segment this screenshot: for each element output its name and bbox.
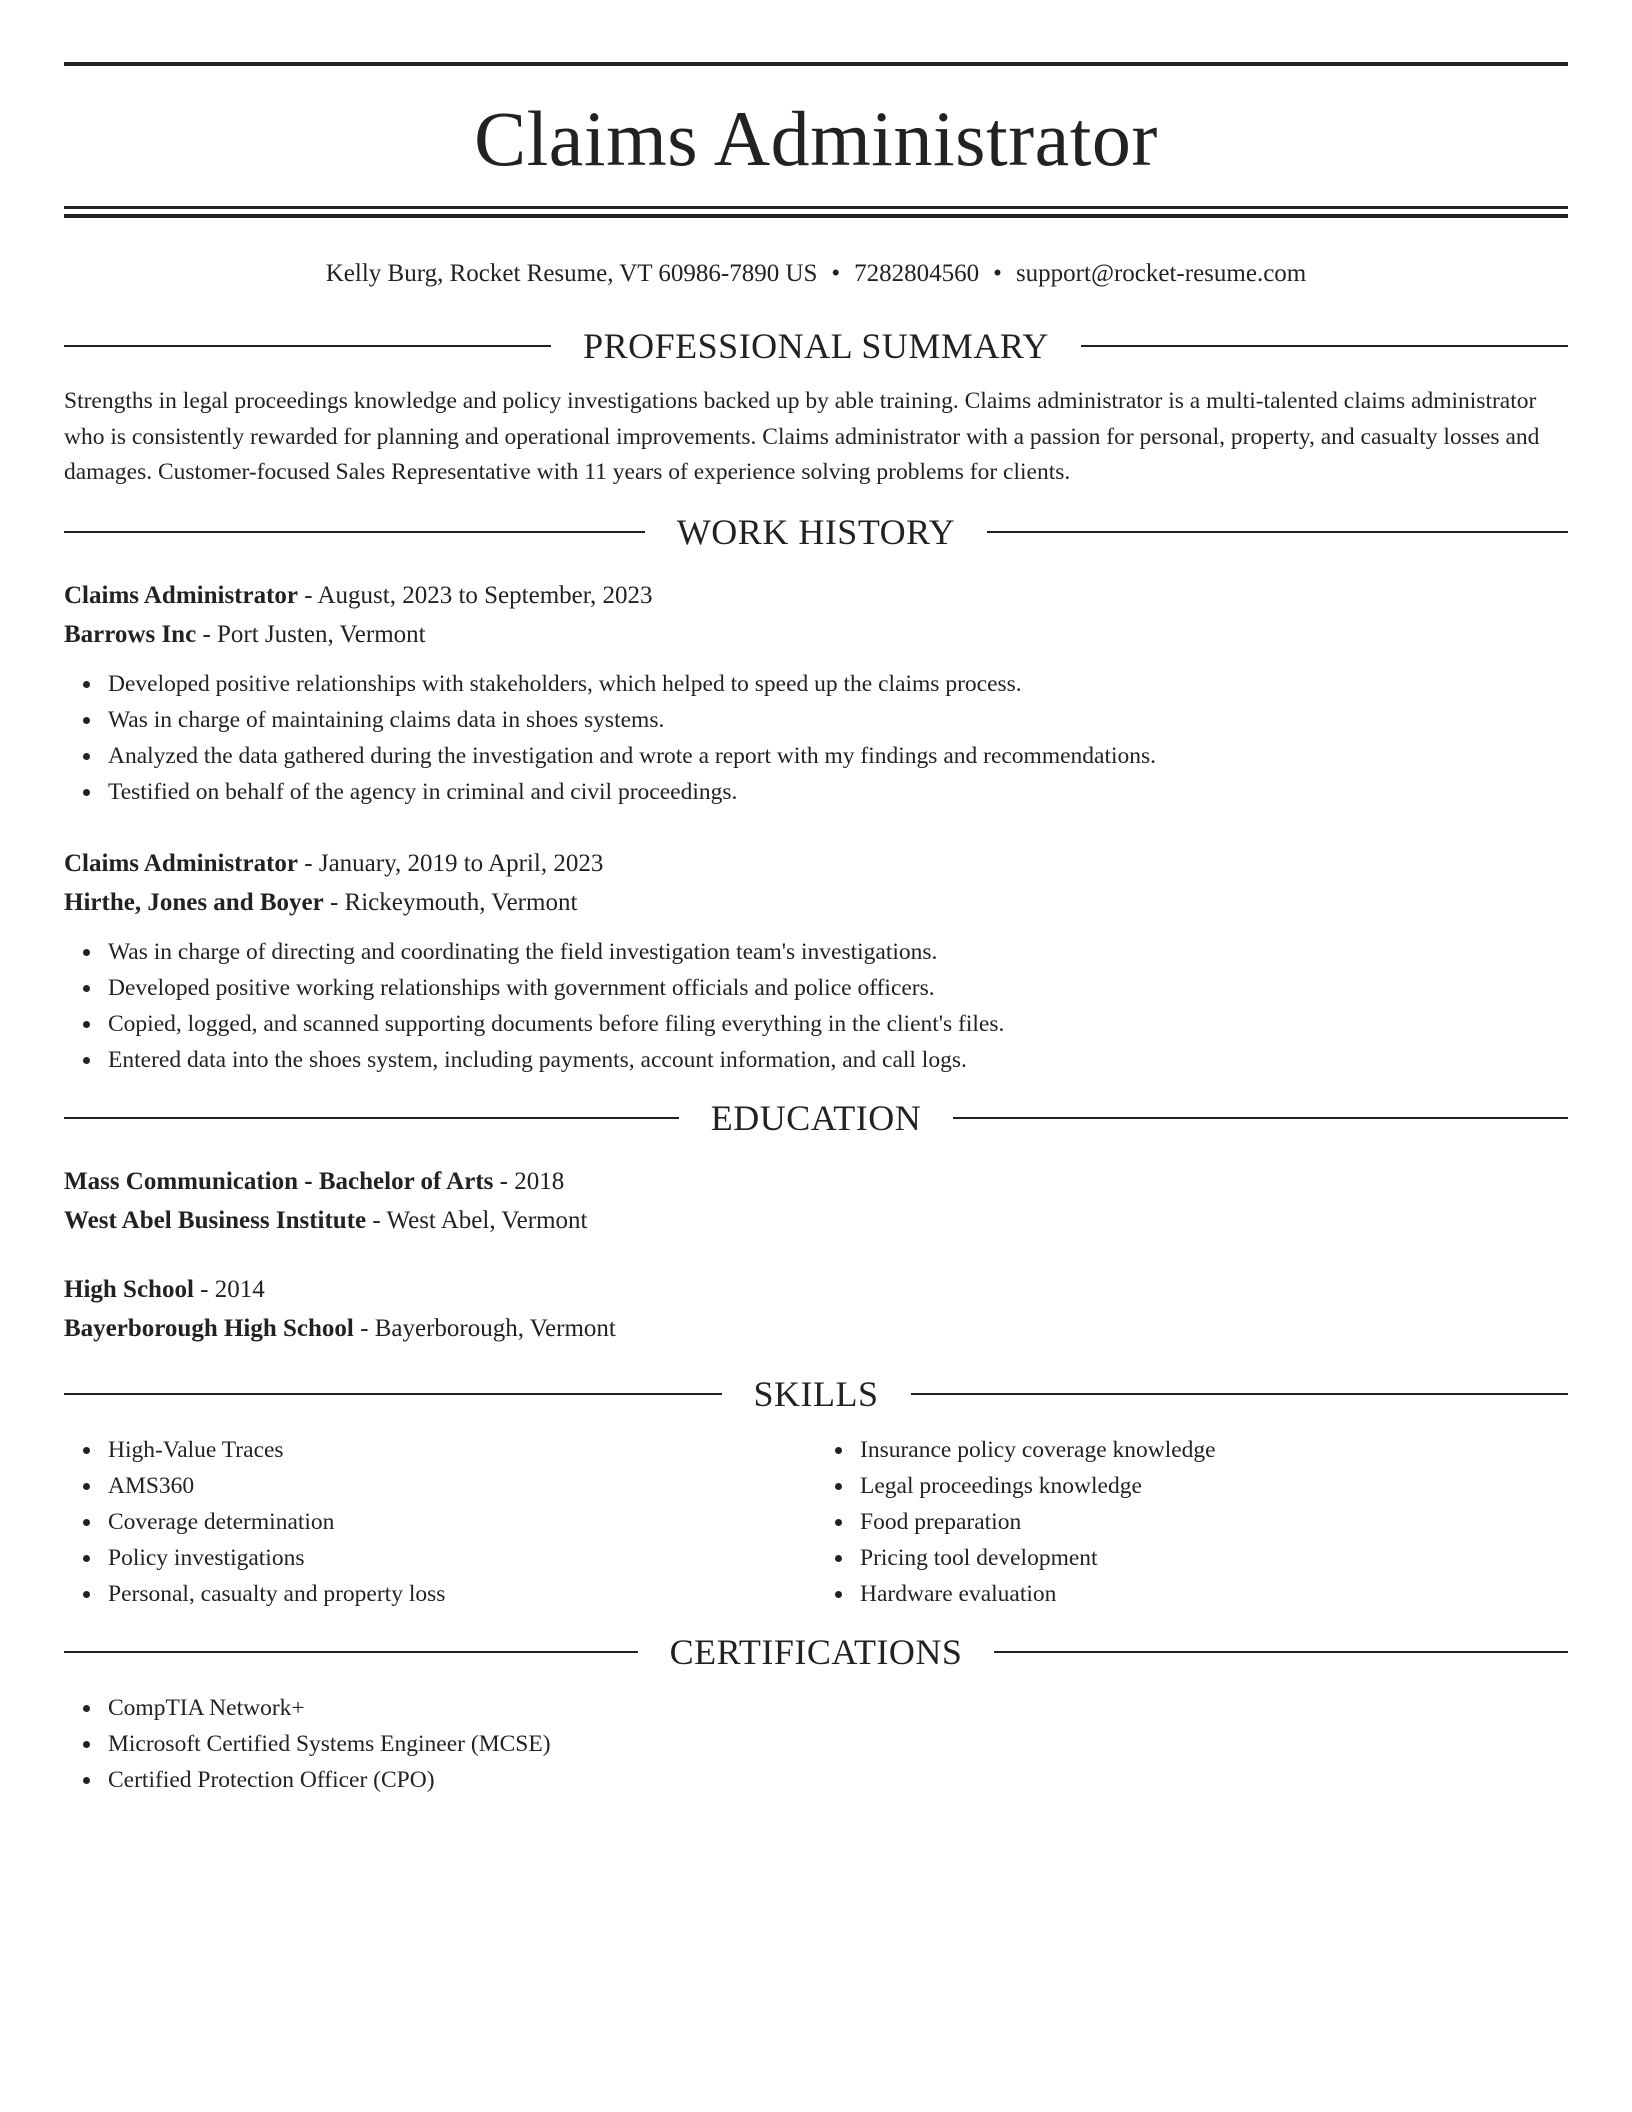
job-dates: - August, 2023 to September, 2023: [298, 582, 653, 609]
list-item: Insurance policy coverage knowledge: [860, 1432, 1568, 1468]
education-year: - 2018: [493, 1168, 565, 1195]
education-degree-line: [64, 1162, 1568, 1201]
section-title-education: EDUCATION: [710, 1098, 922, 1138]
job-bullets: [64, 934, 1568, 1078]
section-header-certifications: [64, 1634, 1568, 1670]
contact-address: Kelly Burg, Rocket Resume, VT 60986-7890 US: [325, 260, 818, 287]
summary-text: Strengths in legal proceedings knowledge and policy investigations backed up by able training. Claims administrator is a multi-talented claims administrator who is consistently rewarded for planning and operational improvements. Claims administrator with a passion for personal, property, and casualty losses and damages. Customer-focused Sales Representative with 11 years of experience solving problems for clients.: [64, 388, 1540, 485]
job-company-line: [64, 883, 1568, 922]
section-title-summary: PROFESSIONAL SUMMARY: [583, 326, 1049, 366]
education-school-line: [64, 1201, 1568, 1240]
job-company: Barrows Inc: [64, 621, 197, 648]
education-degree: Mass Communication - Bachelor of Arts: [64, 1168, 494, 1195]
list-item: Copied, logged, and scanned supporting documents before filing everything in the client's files.: [108, 1006, 1568, 1042]
section-rule: [64, 531, 645, 533]
title-double-rule: [64, 206, 1568, 218]
job-dates: - January, 2019 to April, 2023: [298, 850, 604, 877]
job-entry: [64, 844, 1568, 1078]
job-title: Claims Administrator: [64, 582, 299, 609]
skills-grid: [64, 1432, 1568, 1612]
section-rule: [1081, 345, 1568, 347]
list-item: Pricing tool development: [860, 1540, 1568, 1576]
list-item: Certified Protection Officer (CPO): [108, 1762, 1568, 1798]
section-rule: [64, 1651, 638, 1653]
job-title: Claims Administrator: [64, 850, 299, 877]
job-company: Hirthe, Jones and Boyer: [64, 889, 324, 916]
job-title-line: [64, 844, 1568, 883]
education-school: West Abel Business Institute: [64, 1207, 367, 1234]
section-header-work: [64, 514, 1568, 550]
education-school: Bayerborough High School: [64, 1315, 354, 1342]
job-location: - Rickeymouth, Vermont: [323, 889, 578, 916]
page-title: Claims Administrator: [474, 95, 1158, 182]
list-item: High-Value Traces: [108, 1432, 816, 1468]
job-entry: [64, 576, 1568, 810]
list-item: Was in charge of directing and coordinating the field investigation team's investigations.: [108, 934, 1568, 970]
section-header-education: [64, 1100, 1568, 1136]
section-rule: [953, 1117, 1568, 1119]
list-item: AMS360: [108, 1468, 816, 1504]
education-location: - Bayerborough, Vermont: [353, 1315, 616, 1342]
section-rule: [64, 1393, 722, 1395]
skills-list-left: [64, 1432, 816, 1612]
contact-email: support@rocket-resume.com: [1015, 260, 1307, 287]
list-item: Coverage determination: [108, 1504, 816, 1540]
contact-separator: •: [993, 260, 1002, 287]
list-item: Legal proceedings knowledge: [860, 1468, 1568, 1504]
contact-phone: 7282804560: [854, 260, 980, 287]
education-year: - 2014: [193, 1276, 265, 1303]
section-rule: [64, 345, 551, 347]
certifications-block: [64, 1690, 1568, 1798]
section-title-certifications: CERTIFICATIONS: [669, 1632, 963, 1672]
section-rule: [911, 1393, 1569, 1395]
section-rule: [994, 1651, 1568, 1653]
top-rule: [64, 62, 1568, 66]
contact-separator: •: [831, 260, 841, 287]
list-item: Policy investigations: [108, 1540, 816, 1576]
certifications-list: [64, 1690, 1568, 1798]
list-item: Microsoft Certified Systems Engineer (MCSE): [108, 1726, 1568, 1762]
section-header-skills: [64, 1376, 1568, 1412]
list-item: Developed positive working relationships with government officials and police officers.: [108, 970, 1568, 1006]
list-item: Was in charge of maintaining claims data in shoes systems.: [108, 702, 1568, 738]
education-entry: [64, 1270, 1568, 1348]
list-item: Food preparation: [860, 1504, 1568, 1540]
list-item: Hardware evaluation: [860, 1576, 1568, 1612]
contact-line: [64, 254, 1568, 294]
job-company-line: [64, 615, 1568, 654]
education-degree-line: [64, 1270, 1568, 1309]
job-location: - Port Justen, Vermont: [196, 621, 426, 648]
job-bullets: [64, 666, 1568, 810]
list-item: Entered data into the shoes system, including payments, account information, and call logs.: [108, 1042, 1568, 1078]
section-rule: [987, 531, 1568, 533]
section-title-skills: SKILLS: [753, 1374, 879, 1414]
skills-list-right: [816, 1432, 1568, 1612]
education-school-line: [64, 1309, 1568, 1348]
education-entry: [64, 1162, 1568, 1240]
section-title-work: WORK HISTORY: [676, 512, 956, 552]
section-header-summary: [64, 328, 1568, 364]
list-item: CompTIA Network+: [108, 1690, 1568, 1726]
section-rule: [64, 1117, 679, 1119]
education-location: - West Abel, Vermont: [366, 1207, 588, 1234]
list-item: Developed positive relationships with stakeholders, which helped to speed up the claims process.: [108, 666, 1568, 702]
list-item: Testified on behalf of the agency in criminal and civil proceedings.: [108, 774, 1568, 810]
job-title-line: [64, 576, 1568, 615]
list-item: Personal, casualty and property loss: [108, 1576, 816, 1612]
list-item: Analyzed the data gathered during the investigation and wrote a report with my findings and recommendations.: [108, 738, 1568, 774]
education-degree: High School: [64, 1276, 194, 1303]
